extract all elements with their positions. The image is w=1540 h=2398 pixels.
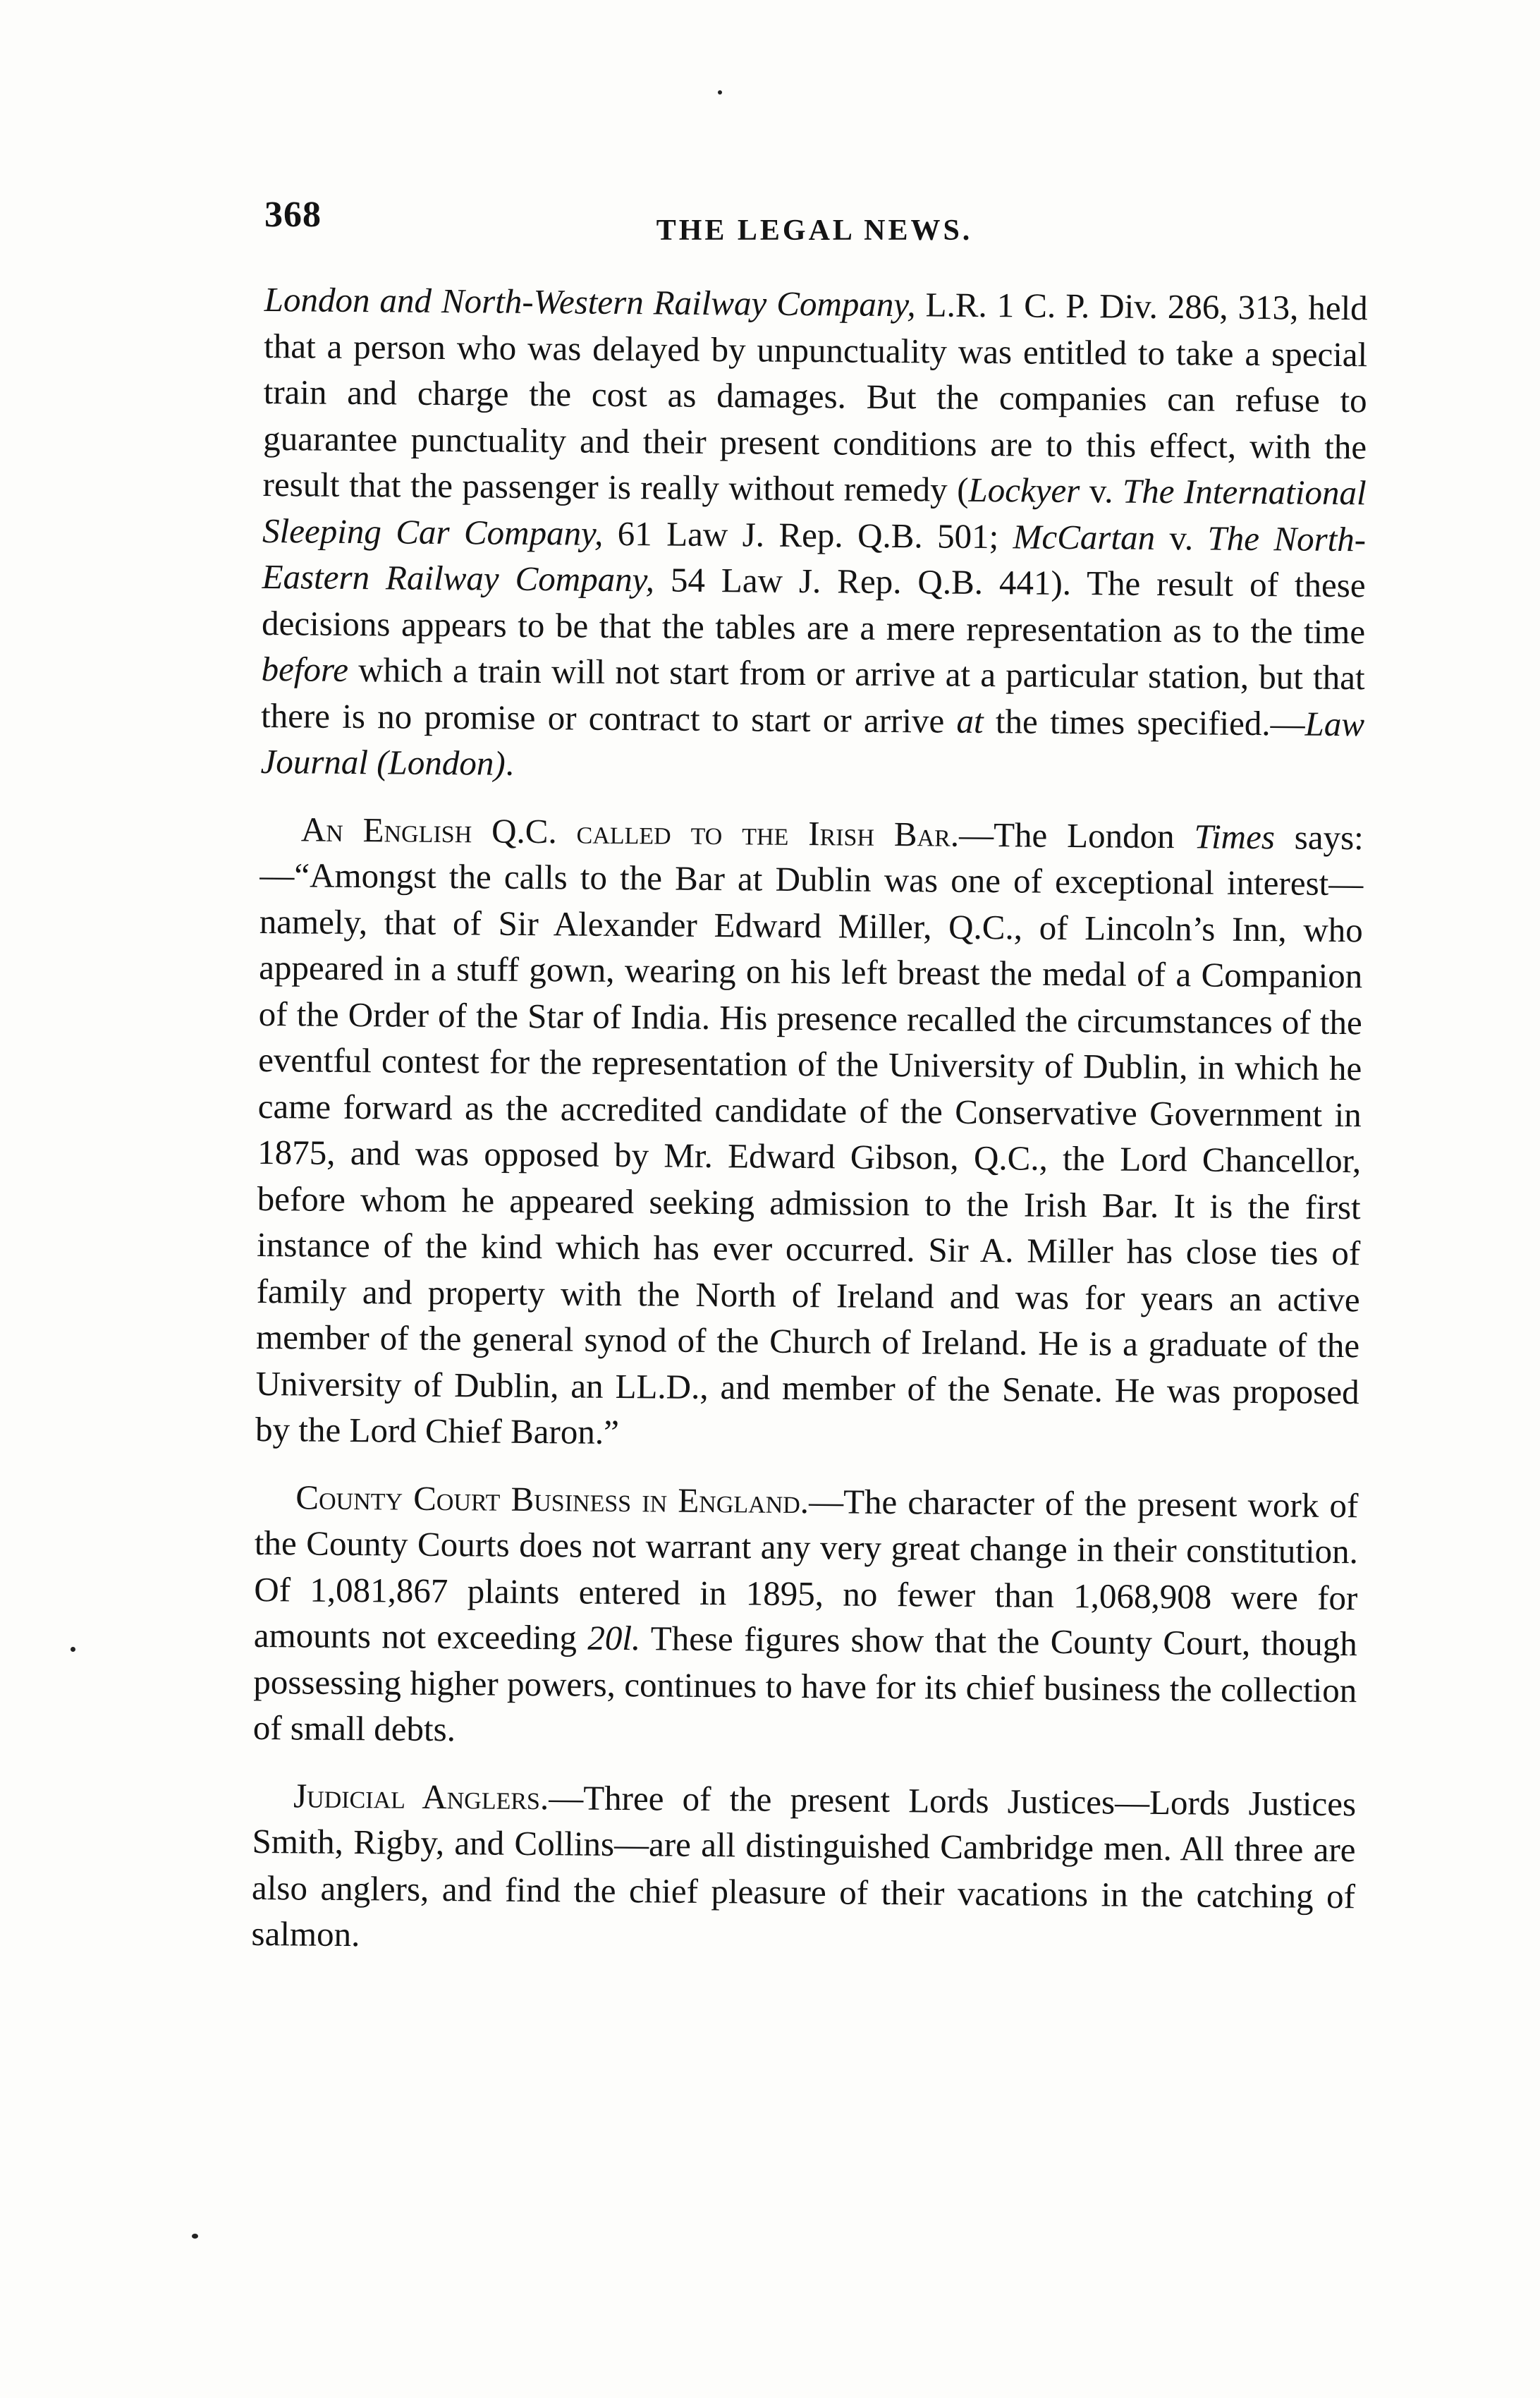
running-title: THE LEGAL NEWS. xyxy=(656,214,973,247)
publication-name: Times xyxy=(1194,816,1276,856)
paragraph-text: v. xyxy=(1154,518,1208,558)
page-speck xyxy=(718,90,722,95)
case-citation: Lockyer xyxy=(968,470,1080,511)
page-number: 368 xyxy=(264,195,322,235)
section-heading: County Court Business in England. xyxy=(295,1477,809,1521)
paragraph-railway-cases xyxy=(260,276,1368,793)
section-heading: Judicial Anglers. xyxy=(293,1775,549,1817)
paragraph-text: says:—“Amongst the calls to the Bar at Dublin was one of exceptional interest—namely, that of Sir Alexander Edward Miller, Q.C., of Lincoln’s Inn, who appeared in a stuff gown, wearing on his left breast the medal of a Companion of the Order of the Star of India. His presence recalled the circumstances of the eventful contest for the representation of the University of Dublin, in which he came forward as the accredited candidate of the Conservative Government in 1875, and was opposed by Mr. Edward Gibson, Q.C., the Lord Chancellor, before whom he appeared seeking admission to the Irish Bar. It is the first instance of the kind which has ever occurred. Sir A. Miller has close ties of family and property with the North of Ireland and was for years an active member of the general synod of the Church of Ireland. He is a graduate of the University of Dublin, an LL.D., and member of the Senate. He was proposed by the Lord Chief Baron.” xyxy=(255,817,1364,1451)
article-body xyxy=(251,276,1368,1987)
paragraph-text: These figures show that the County Court, though possessing higher powers, continues to have for its chief business the collection of small debts. xyxy=(252,1619,1358,1749)
paragraph-irish-bar xyxy=(255,805,1364,1461)
page-speck xyxy=(71,1647,75,1652)
paragraph-text: 61 Law J. Rep. Q.B. 501; xyxy=(603,513,1013,556)
emphasis: at xyxy=(956,701,984,741)
section-heading: An English Q.C. called to the Irish Bar. xyxy=(300,809,960,854)
paragraph-text: which a train will not start from or arrive at a particular station, but that there is no promise or contract to start or arrive xyxy=(260,650,1365,741)
source-citation: Law Journal (London) xyxy=(260,704,1365,783)
paragraph-judicial-anglers xyxy=(251,1772,1356,1965)
paragraph-text: L.R. 1 C. P. Div. 286, 313, held that a person who was delayed by unpunctuality was entitled to take a special train and charge the cost as damages. But the companies can refuse to guarantee punctuality and their present conditions are to this effect, with the result that the passenger is really without remedy ( xyxy=(262,285,1368,509)
case-citation: The North-Eastern Railway Company, xyxy=(262,518,1367,600)
page-header xyxy=(264,194,1364,250)
case-citation: McCartan xyxy=(1013,516,1156,557)
page-speck xyxy=(192,2234,198,2239)
emphasis: before xyxy=(261,649,349,689)
paragraph-text: —The London xyxy=(958,815,1194,856)
paragraph-text: —The character of the present work of the County Courts does not warrant any very great change in their constitution. Of 1,081,867 plaints entered in 1895, no fewer than 1,068,908 were for amounts not exceeding xyxy=(253,1481,1359,1657)
amount-value: 20l. xyxy=(587,1618,641,1658)
case-citation: The International Sleeping Car Company, xyxy=(262,471,1367,553)
case-citation: London and North-Western Railway Company, xyxy=(264,279,916,324)
paragraph-text: v. xyxy=(1080,471,1123,511)
paragraph-text: . xyxy=(505,743,515,783)
paragraph-text: 54 Law J. Rep. Q.B. 441). The result of these decisions appears to be that the tables are a mere representation as to the time xyxy=(261,560,1366,651)
paragraph-text: —Three of the present Lords Justices—Lords Justices Smith, Rigby, and Collins—are all distinguished Cambridge men. All three are also anglers, and find the chief pleasure of their vacations in the catching of salmon. xyxy=(251,1777,1357,1954)
paragraph-text: the times specified.— xyxy=(983,701,1305,743)
paragraph-county-court xyxy=(253,1473,1359,1759)
